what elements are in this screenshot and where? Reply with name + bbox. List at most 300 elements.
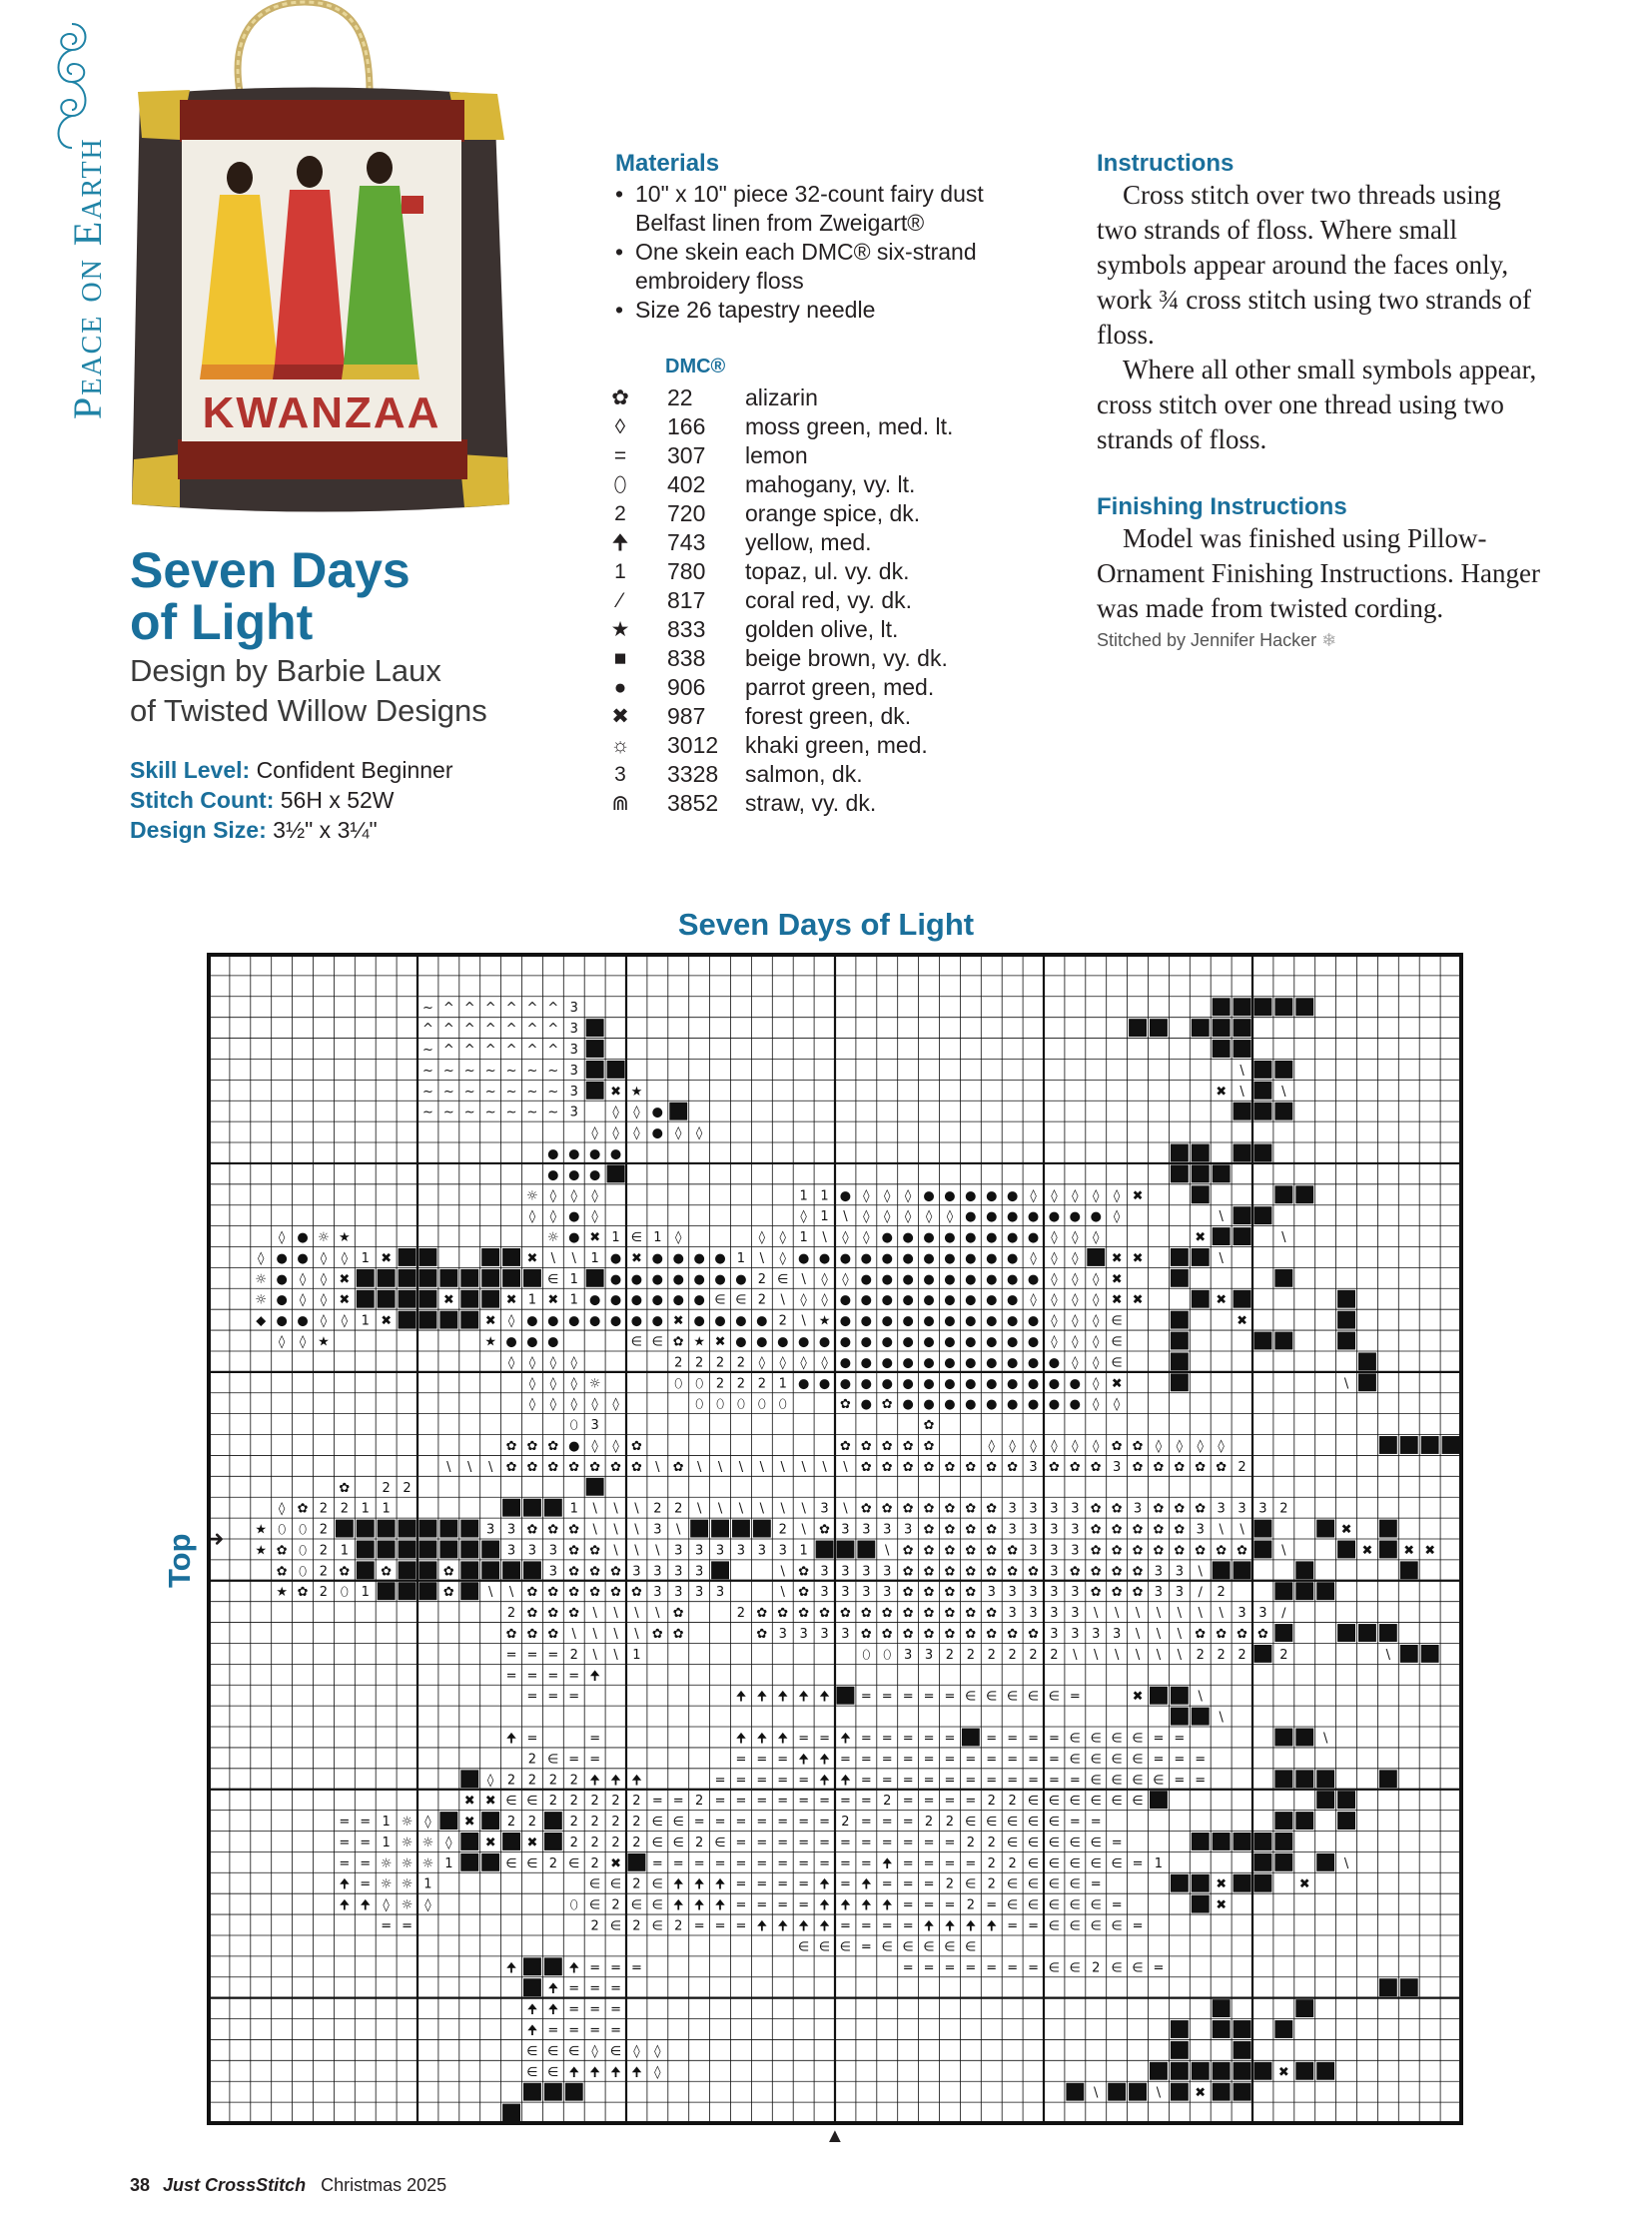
stitch-mark: =: [923, 1835, 935, 1850]
stitch-mark: ✿: [1090, 1501, 1102, 1517]
instructions-text-1: Cross stitch over two threads using two strands of floss. Where small symbols appear around the faces only, work ¾ cross stitch using two strands of floss.: [1097, 180, 1531, 350]
stitch-mark: 🠉: [798, 1918, 810, 1934]
stitch-mark: =: [756, 1876, 768, 1892]
stitch-mark: ◊: [675, 1125, 682, 1141]
stitch-mark: 3: [1050, 1501, 1059, 1517]
stitch-mark: \: [1094, 2085, 1099, 2101]
stitch-mark: ◊: [486, 1773, 494, 1789]
stitch-mark: ◊: [570, 1376, 577, 1392]
stitch-mark: ●: [693, 1271, 705, 1287]
stitch-mark: ✿: [1111, 1438, 1123, 1454]
page-number: 38: [130, 2175, 151, 2195]
stitch-mark: =: [798, 1773, 810, 1789]
stitch-mark: 🠉: [526, 2002, 538, 2018]
stitch-mark: ★: [818, 1313, 831, 1329]
stitch-mark: =: [860, 1773, 872, 1789]
stitch-mark: ☼: [401, 1897, 413, 1913]
stitch-mark: ◊: [863, 1209, 870, 1225]
stitch-mark: ^: [547, 1043, 559, 1059]
stitch-mark: [1337, 1812, 1355, 1830]
floss-number: 3012: [667, 732, 719, 758]
stitch-mark: ●: [1027, 1376, 1040, 1392]
stitch-mark: [690, 1520, 708, 1538]
stitch-mark: ✖: [381, 1250, 393, 1266]
floss-key-row: [607, 441, 1047, 470]
stitch-mark: ✿: [965, 1564, 977, 1580]
stitch-mark: ●: [944, 1397, 956, 1413]
stitch-mark: 🠉: [568, 2064, 580, 2080]
stitch-mark: \: [1073, 1647, 1078, 1663]
stitch-mark: 3: [506, 1522, 516, 1538]
stitch-mark: ✿: [923, 1438, 935, 1454]
stitch-mark: ✿: [965, 1501, 977, 1517]
stitch-mark: ●: [651, 1313, 664, 1329]
floss-key-row: [607, 470, 1047, 499]
stitch-mark: ✿: [547, 1606, 559, 1622]
stitch-mark: ✖: [1111, 1292, 1123, 1308]
finishing-heading: Finishing Instructions: [1097, 493, 1347, 520]
stitch-mark: [481, 1290, 499, 1308]
stitch-mark: ✖: [484, 1794, 496, 1810]
stitch-mark: \: [1219, 1522, 1224, 1538]
stitch-mark: 🠉: [756, 1689, 768, 1705]
stitch-mark: [1213, 1833, 1231, 1850]
stitch-mark: [419, 1290, 437, 1308]
stitch-mark: 2: [527, 1752, 537, 1768]
stitch-mark: ◊: [779, 1250, 786, 1266]
stitch-mark: 2: [1238, 1459, 1246, 1475]
stitch-mark: ●: [818, 1376, 831, 1392]
stitch-mark: 2: [590, 1815, 599, 1831]
chart-title: Seven Days of Light: [677, 907, 975, 942]
stitch-mark: ●: [1006, 1230, 1019, 1246]
stitch-mark: ●: [547, 1167, 559, 1183]
stitch-mark: ◊: [1051, 1271, 1058, 1287]
stitch-mark: ✖: [1340, 1522, 1352, 1538]
stitch-mark: [586, 1478, 604, 1496]
stitch-mark: ●: [1006, 1250, 1019, 1266]
stitch-mark: [1379, 1624, 1397, 1642]
stitch-mark: ~: [463, 1084, 475, 1100]
stitch-mark: 2: [569, 1794, 578, 1810]
stitch-mark: ✿: [505, 1627, 517, 1643]
stitch-mark: =: [986, 1752, 998, 1768]
stitch-mark: ✿: [1111, 1564, 1123, 1580]
stitch-mark: ✖: [1132, 1250, 1144, 1266]
stitch-mark: 1: [611, 1230, 620, 1246]
stitch-mark: ●: [986, 1188, 998, 1204]
stitch-mark: [1213, 1227, 1231, 1245]
stitch-mark: ●: [860, 1376, 873, 1392]
stitch-mark: 2: [674, 1355, 683, 1371]
stitch-mark: ✿: [923, 1564, 935, 1580]
stitch-mark: ✖: [1195, 2085, 1207, 2101]
stitch-mark: 2: [1008, 1855, 1017, 1871]
stitch-mark: ✿: [881, 1397, 893, 1413]
stitch-mark: ✿: [505, 1438, 517, 1454]
stitch-mark: \: [592, 1501, 597, 1517]
stitch-mark: \: [634, 1501, 639, 1517]
stitch-mark: ●: [276, 1292, 288, 1308]
stitch-mark: ✿: [505, 1459, 517, 1475]
stitch-mark: [669, 1103, 687, 1120]
stitch-mark: [419, 1269, 437, 1287]
stitch-mark: ●: [777, 1334, 789, 1350]
stitch-mark: 🠉: [756, 1918, 768, 1934]
stitch-mark: ☼: [401, 1835, 413, 1850]
stitch-mark: ◊: [633, 1105, 640, 1120]
stitch-mark: 🠉: [735, 1689, 747, 1705]
stitch-mark: ●: [965, 1355, 977, 1371]
stitch-mark: ✿: [1195, 1627, 1207, 1643]
stitch-mark: 3: [1071, 1606, 1080, 1622]
stitch-mark: =: [923, 1731, 935, 1747]
stitch-mark: [399, 1290, 416, 1308]
stitch-mark: ✿: [1174, 1543, 1186, 1559]
stitch-mark: ^: [463, 1022, 475, 1038]
stitch-mark: [1171, 1708, 1189, 1726]
stitch-mark: ✿: [986, 1522, 998, 1538]
stitch-mark: =: [986, 1960, 998, 1976]
stitch-mark: =: [672, 1794, 684, 1810]
stitch-mark: 3: [924, 1647, 934, 1663]
stitch-mark: 2: [945, 1876, 955, 1892]
stitch-mark: \: [655, 1543, 660, 1559]
stitch-mark: =: [860, 1794, 872, 1810]
stitch-mark: 2: [1008, 1794, 1017, 1810]
stitch-mark: [439, 1311, 457, 1329]
stitch-mark: ●: [547, 1146, 559, 1162]
stitch-mark: \: [822, 1459, 827, 1475]
stitch-mark: ✿: [568, 1543, 580, 1559]
stitch-mark: 🠉: [735, 1731, 747, 1747]
stitch-mark: ●: [944, 1230, 956, 1246]
stitch-mark: =: [860, 1855, 872, 1871]
stitch-mark: =: [798, 1835, 810, 1850]
floss-symbol-icon: ⋒: [611, 792, 629, 815]
stitch-mark: 🠉: [714, 1897, 726, 1913]
stitch-mark: [544, 1833, 562, 1850]
stitch-mark: 2: [674, 1501, 683, 1517]
stitch-mark: 1: [340, 1543, 349, 1559]
stitch-mark: [1295, 1582, 1313, 1600]
stitch-mark: [607, 1164, 625, 1182]
stitch-mark: [1234, 1833, 1251, 1850]
stitch-mark: ∈: [1048, 1960, 1061, 1976]
stitch-mark: \: [801, 1522, 806, 1538]
stitch-mark: ∈: [1048, 1918, 1061, 1934]
stitch-mark: ●: [965, 1230, 977, 1246]
stitch-mark: ◊: [695, 1125, 703, 1141]
stitch-mark: ∈: [1090, 1918, 1102, 1934]
stitch-mark: ◊: [654, 2043, 661, 2059]
stitch-mark: =: [902, 1689, 914, 1705]
stitch-mark: \: [1219, 1250, 1224, 1266]
stitch-mark: ∈: [1111, 1960, 1123, 1976]
stitch-mark: ✿: [819, 1606, 831, 1622]
stitch-mark: ✿: [1153, 1543, 1165, 1559]
stitch-mark: ☼: [401, 1876, 413, 1892]
stitch-mark: ●: [965, 1271, 977, 1287]
stitch-mark: 🠉: [505, 1731, 517, 1747]
stitch-mark: [399, 1561, 416, 1579]
stitch-mark: ✖: [463, 1794, 475, 1810]
stitch-mark: ✿: [1028, 1564, 1040, 1580]
page-footer: [130, 2175, 446, 2196]
stitch-mark: \: [1198, 1606, 1203, 1622]
stitch-mark: ☼: [401, 1815, 413, 1831]
stitch-mark: ∈: [1090, 1855, 1102, 1871]
stitch-mark: ●: [902, 1271, 914, 1287]
stitch-mark: ✿: [672, 1606, 684, 1622]
stitch-mark: ●: [1006, 1376, 1019, 1392]
stitch-mark: ~: [505, 1063, 517, 1079]
stitch-mark: [1234, 1144, 1251, 1162]
stitch-mark: 🠉: [819, 1918, 830, 1934]
stitch-mark: ✖: [1403, 1543, 1415, 1559]
stitch-mark: 3: [1029, 1585, 1038, 1601]
stitch-mark: 3: [548, 1564, 557, 1580]
stitch-mark: ●: [944, 1271, 956, 1287]
stitch-mark: 🠉: [339, 1876, 351, 1892]
stitch-mark: ∈: [588, 1876, 601, 1892]
stitch-mark: ✿: [651, 1627, 663, 1643]
stitch-mark: =: [1132, 1855, 1144, 1871]
stitch-mark: 1: [361, 1585, 370, 1601]
stitch-mark: 3: [1050, 1585, 1059, 1601]
stitch-mark: ~: [505, 1105, 517, 1120]
stitch-mark: 2: [319, 1564, 329, 1580]
stitch-mark: [1234, 1019, 1251, 1037]
cross-stitch-chart: [205, 951, 1465, 2127]
stitch-mark: ✿: [1090, 1543, 1102, 1559]
floss-number: 402: [667, 471, 706, 497]
stitch-mark: 2: [382, 1480, 391, 1496]
stitch-mark: [1234, 1103, 1251, 1120]
stitch-mark: [460, 1833, 478, 1850]
stitch-mark: ●: [839, 1334, 852, 1350]
stitch-mark: ✿: [944, 1627, 956, 1643]
stitch-mark: \: [1219, 1209, 1224, 1225]
stitch-mark: ●: [986, 1230, 998, 1246]
stitch-mark: 2: [1217, 1585, 1226, 1601]
design-size-label: Design Size:: [130, 817, 267, 843]
stitch-mark: [1213, 1999, 1231, 2017]
floss-key-row: [607, 412, 1047, 441]
stitch-mark: ∈: [1090, 1794, 1102, 1810]
designer-line1: Design by Barbie Laux: [130, 653, 441, 688]
stitch-mark: =: [1048, 1773, 1060, 1789]
stitch-mark: =: [756, 1773, 768, 1789]
floss-symbol-icon: ◊: [614, 415, 626, 438]
stitch-mark: ✿: [547, 1585, 559, 1601]
stitch-mark: =: [860, 1939, 872, 1955]
stitch-mark: 2: [632, 1876, 641, 1892]
stitch-mark: ●: [881, 1355, 893, 1371]
stitch-mark: ∈: [1069, 1835, 1082, 1850]
stitch-mark: 🠉: [819, 1752, 830, 1768]
stitch-mark: [816, 1541, 834, 1559]
stitch-mark: [378, 1582, 396, 1600]
stitch-mark: ✿: [1090, 1564, 1102, 1580]
stitch-mark: \: [759, 1501, 765, 1517]
floss-symbol-icon: ☼: [610, 734, 630, 757]
stitch-mark: [586, 1082, 604, 1100]
stitch-mark: \: [696, 1459, 702, 1475]
stitch-mark: ∈: [547, 1271, 559, 1287]
stitch-mark: [419, 1561, 437, 1579]
stitch-mark: \: [634, 1543, 639, 1559]
stitch-mark: 3: [1154, 1585, 1164, 1601]
stitch-mark: =: [902, 1960, 914, 1976]
stitch-mark: 2: [966, 1835, 975, 1850]
stitch-mark: ◊: [1093, 1230, 1100, 1246]
stitch-mark: \: [759, 1250, 765, 1266]
stitch-mark: ∈: [714, 1292, 726, 1308]
stitch-mark: \: [1156, 1606, 1162, 1622]
stitch-mark: \: [1094, 1647, 1099, 1663]
stitch-mark: 3: [862, 1585, 871, 1601]
stitch-mark: [1274, 1332, 1292, 1350]
stitch-mark: ●: [860, 1313, 873, 1329]
stitch-mark: =: [944, 1794, 956, 1810]
stitch-mark: [1129, 2083, 1147, 2101]
stitch-mark: [1150, 1019, 1168, 1037]
stitch-mark: ✿: [1132, 1585, 1144, 1601]
stitch-mark: ✿: [672, 1459, 684, 1475]
floss-name: forest green, dk.: [745, 703, 912, 729]
stitch-mark: ✿: [965, 1459, 977, 1475]
stitch-mark: ●: [860, 1397, 873, 1413]
stitch-mark: [1400, 1436, 1418, 1454]
stitch-mark: 1: [799, 1543, 808, 1559]
stitch-mark: 3: [841, 1564, 850, 1580]
stitch-mark: 1: [653, 1230, 662, 1246]
stitch-mark: [523, 1499, 541, 1517]
stitch-mark: [628, 1853, 646, 1871]
stitch-mark: \: [717, 1459, 723, 1475]
stitch-mark: [1254, 1103, 1272, 1120]
stitch-mark: ✿: [610, 1459, 622, 1475]
stitch-mark: [502, 1561, 520, 1579]
stitch-mark: [1129, 1019, 1147, 1037]
stitch-mark: ^: [505, 1001, 517, 1017]
stitch-mark: [1066, 2083, 1084, 2101]
floss-symbol-icon: ⬯: [613, 473, 627, 496]
stitch-mark: ✖: [1298, 1876, 1310, 1892]
stitch-mark: [1171, 1164, 1189, 1182]
stitch-mark: [460, 1311, 478, 1329]
stitch-mark: ◊: [1093, 1438, 1100, 1454]
floss-name: lemon: [745, 442, 808, 468]
stitch-mark: ✿: [568, 1459, 580, 1475]
stitch-mark: 3: [1154, 1564, 1164, 1580]
stitch-mark: =: [1028, 1731, 1040, 1747]
stitch-mark: ●: [276, 1313, 288, 1329]
stitch-mark: ◊: [612, 1438, 619, 1454]
stitch-mark: ✿: [965, 1606, 977, 1622]
stitch-mark: =: [902, 1752, 914, 1768]
stitch-mark: [1171, 1373, 1189, 1391]
stitch-mark: =: [902, 1731, 914, 1747]
stitch-mark: [357, 1541, 375, 1559]
stitch-mark: ◊: [299, 1271, 307, 1287]
stitch-mark: \: [1156, 1627, 1162, 1643]
stitch-mark: [1234, 2020, 1251, 2038]
stitch-mark: 1: [590, 1250, 599, 1266]
stitch-mark: ✿: [986, 1543, 998, 1559]
stitch-mark: ∈: [651, 1835, 664, 1850]
stitch-mark: \: [487, 1459, 493, 1475]
stitch-mark: 1: [527, 1292, 537, 1308]
stitch-mark: =: [819, 1855, 831, 1871]
stitch-mark: [753, 1520, 771, 1538]
stitch-mark: [1337, 1311, 1355, 1329]
stitch-mark: =: [714, 1773, 726, 1789]
stitch-mark: ^: [547, 1022, 559, 1038]
stitch-mark: [399, 1520, 416, 1538]
stitch-mark: ✿: [1132, 1522, 1144, 1538]
stitch-mark: ●: [839, 1292, 852, 1308]
stitch-mark: ●: [651, 1125, 664, 1141]
stitch-mark: 2: [695, 1794, 704, 1810]
stitch-mark: =: [610, 2022, 622, 2038]
stitch-mark: ∈: [1027, 1835, 1040, 1850]
stitch-mark: ●: [505, 1334, 517, 1350]
stitch-mark: 🠉: [777, 1731, 789, 1747]
stitch-mark: [460, 1853, 478, 1871]
stitch-mark: ✿: [610, 1564, 622, 1580]
instructions-paragraph-2: [1097, 353, 1546, 457]
floss-key-row: [607, 760, 1047, 789]
stitch-mark: ◊: [1051, 1313, 1058, 1329]
stitch-mark: [1171, 2083, 1189, 2101]
stitch-mark: ◊: [591, 1188, 598, 1204]
stitch-mark: ✿: [1237, 1543, 1248, 1559]
stitch-mark: 2: [548, 1773, 557, 1789]
stitch-mark: ◊: [591, 1209, 598, 1225]
stitch-mark: ✿: [777, 1606, 789, 1622]
stitch-mark: 2: [987, 1835, 996, 1850]
stitch-mark: ◊: [1072, 1438, 1079, 1454]
stitch-mark: =: [1028, 1918, 1040, 1934]
stitch-mark: ●: [630, 1271, 643, 1287]
floss-name: beige brown, vy. dk.: [745, 645, 948, 671]
stitch-mark: \: [1343, 1376, 1349, 1392]
stitch-mark: ∈: [1048, 1855, 1061, 1871]
stitch-mark: ∈: [1090, 1897, 1102, 1913]
stitch-mark: [1316, 1853, 1334, 1871]
stitch-mark: ●: [923, 1397, 935, 1413]
stitch-mark: ◊: [341, 1250, 349, 1266]
stitch-mark: ∈: [777, 1271, 789, 1287]
floss-number: 743: [667, 529, 706, 555]
stitch-mark: ✿: [589, 1564, 601, 1580]
stitch-mark: [399, 1582, 416, 1600]
stitch-mark: 2: [506, 1606, 516, 1622]
stitch-mark: ●: [1006, 1188, 1019, 1204]
stitch-mark: ✿: [986, 1501, 998, 1517]
stitch-mark: ✿: [1216, 1543, 1228, 1559]
stitch-mark: ✿: [902, 1606, 914, 1622]
stitch-mark: ★: [339, 1230, 351, 1246]
stitch-mark: ^: [463, 1001, 475, 1017]
stitch-mark: ◊: [612, 1105, 619, 1120]
stitch-mark: [1254, 1833, 1272, 1850]
stitch-mark: \: [1239, 1522, 1244, 1538]
stitch-mark: 2: [966, 1897, 975, 1913]
stitch-mark: ◊: [1051, 1438, 1058, 1454]
